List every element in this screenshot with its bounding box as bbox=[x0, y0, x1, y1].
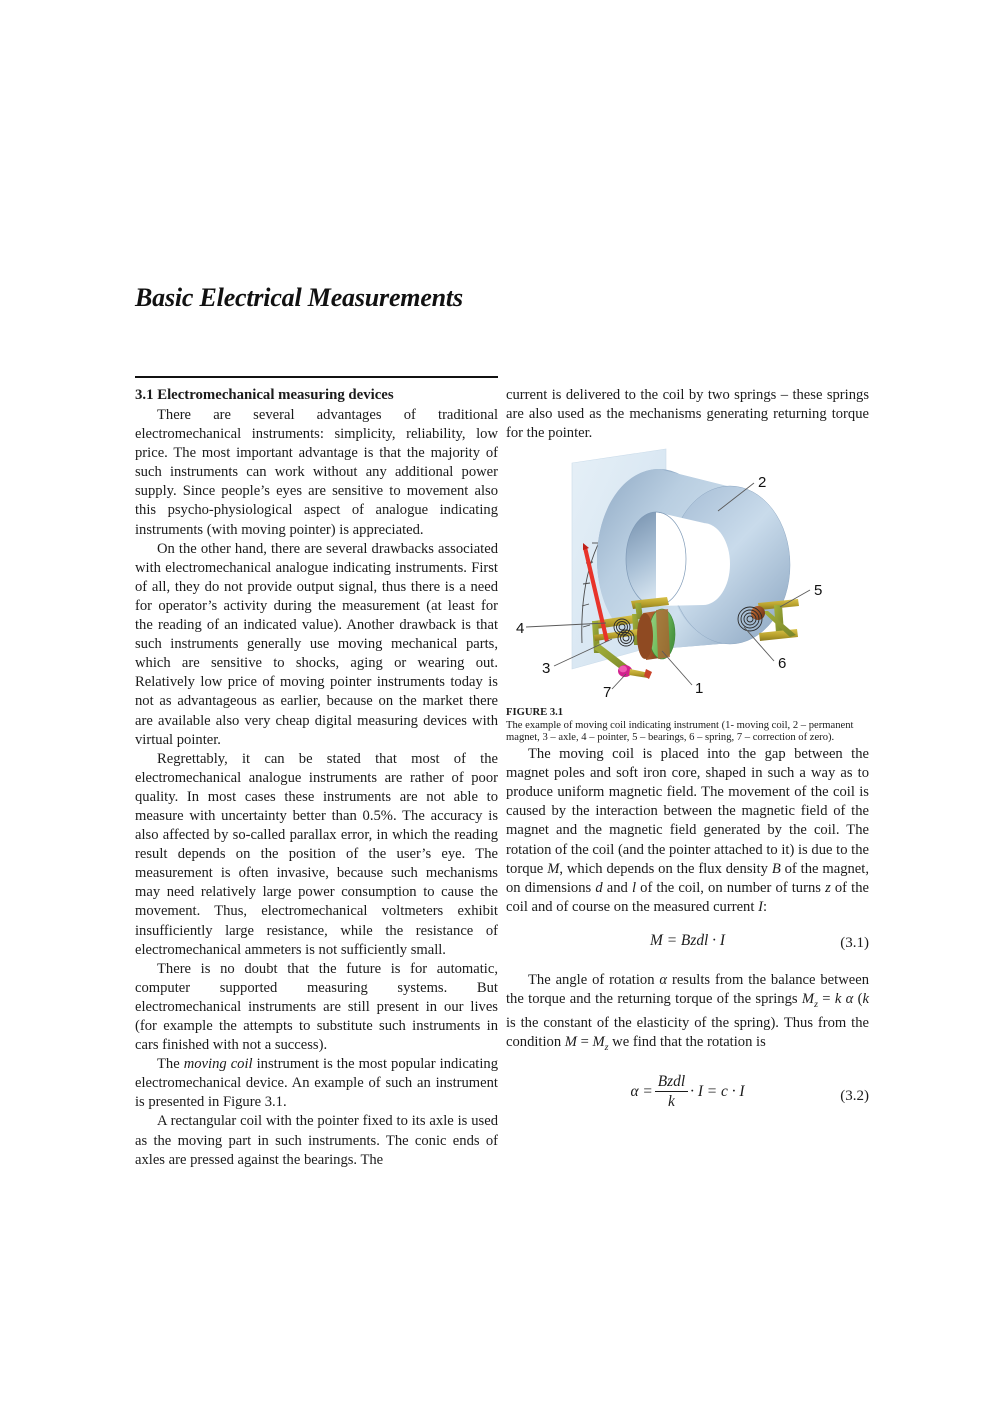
callout-1: 1 bbox=[695, 680, 704, 698]
coil-placement-seg-4: of the magnet, on dimensions bbox=[506, 860, 869, 896]
angle-rotation-seg-0: The angle of rotation bbox=[528, 971, 660, 988]
angle-rotation-seg-14: we find that the rotation is bbox=[608, 1034, 766, 1051]
equation-3-2-body bbox=[506, 1073, 869, 1112]
moving-coil-before: The bbox=[157, 1056, 184, 1073]
equation-3-2-fraction bbox=[655, 1072, 688, 1111]
moving-coil-instrument-illustration bbox=[506, 447, 869, 705]
left-column bbox=[135, 386, 498, 1170]
paragraph-future: There is no doubt that the future is for automatic, computer supported measuring systems. But electromechanical instruments are still present in our lives (for example the attempts to substitute such instruments in cars finished with not a success). bbox=[135, 960, 498, 1054]
paragraph-moving-coil bbox=[135, 1055, 498, 1112]
paragraph-coil-placement bbox=[506, 745, 869, 917]
coil-placement-seg-7: l bbox=[631, 879, 637, 896]
right-column bbox=[506, 386, 869, 1129]
equation-3-1-number: (3.1) bbox=[840, 934, 869, 951]
coil-placement-seg-6: and bbox=[602, 879, 632, 896]
angle-rotation-seg-5: = bbox=[817, 991, 835, 1007]
angle-rotation-seg-6: k α bbox=[834, 991, 854, 1007]
equation-3-2-block bbox=[506, 1073, 869, 1117]
paragraph-drawbacks: On the other hand, there are several drawbacks associated with electromechanical analogue indicating instruments. First of all, they do not provide output signal, thus there is a need for operator’s activity during the measurement (at least for the reading of an indicated value). Another drawback is that such instruments generally use moving mechanical parts, which are sensitive to shocks, aging or wearing out. Relatively low price of moving pointer instruments today is not as advantageous as earlier, because on the market there are available also very cheap digital measuring devices with virtual pointer. bbox=[135, 540, 498, 748]
angle-rotation-seg-8: k bbox=[862, 991, 869, 1007]
angle-rotation-seg-12: M bbox=[592, 1034, 605, 1051]
moving-coil-after: instrument is the most popular indicating electromechanical device. An example of such an instrument is presented in Figure 3.1. bbox=[135, 1056, 499, 1111]
angle-rotation-seg-4: z bbox=[814, 998, 818, 1010]
coil-placement-seg-0: The moving coil is placed into the gap between the magnet poles and soft iron core, shaped in such a way as to produce uniform magnetic field. The movement of the coil is caused by the interaction between the magnetic field of the magnet and the magnetic field generated by the coil. The rotation of the coil (and the pointer attached to it) is due to the torque bbox=[506, 746, 869, 877]
equation-3-2-number: (3.2) bbox=[840, 1088, 869, 1105]
coil-placement-seg-12: : bbox=[762, 898, 767, 915]
equation-3-2-lhs: α = bbox=[630, 1083, 653, 1101]
equation-3-1-body: M = Bzdl · I bbox=[650, 931, 725, 949]
angle-rotation-seg-11: = bbox=[576, 1034, 593, 1051]
coil-placement-seg-9: z bbox=[825, 879, 831, 896]
angle-rotation-seg-10: M bbox=[564, 1034, 577, 1051]
equation-3-2-denominator: k bbox=[655, 1091, 688, 1111]
moving-coil-disc bbox=[637, 609, 675, 660]
paragraph-quality: Regrettably, it can be stated that most of the electromechanical analogue instruments are rather of poor quality. In most cases these instruments are not able to measure with uncertainty better than 0.5%. The accuracy is also affected by so-called parallax error, in which the reading result depends on the position of the user’s eye. The measurement is often invasive, because such mechanisms may need relatively large power consumption to cause the movement. Thus, electromechanical voltmeters exhibit insufficiently large resistance, while the resistance of electromechanical ammeters is not sufficiently small. bbox=[135, 750, 498, 958]
page-title: Basic Electrical Measurements bbox=[135, 283, 463, 312]
callout-6: 6 bbox=[778, 655, 787, 673]
angle-rotation-seg-3: M bbox=[801, 991, 815, 1007]
coil-placement-seg-8: of the coil, on number of turns bbox=[636, 879, 826, 896]
equation-3-2-rhs: · I = c · I bbox=[690, 1083, 745, 1101]
callout-4: 4 bbox=[516, 620, 525, 638]
angle-rotation-seg-13: z bbox=[604, 1042, 609, 1053]
callout-3: 3 bbox=[542, 660, 551, 678]
coil-placement-seg-5: d bbox=[595, 879, 603, 896]
paragraph-advantages: There are several advantages of traditional electromechanical instruments: simplicity, reliability, low price. The most important advantage is that the majority of such instruments can work without any additional power supply. Since people’s eyes are sensitive to movement also this psycho-physiological aspect of analogue indicating instruments (with moving pointer) is appreciated. bbox=[135, 407, 498, 538]
moving-coil-italic: moving coil bbox=[183, 1056, 253, 1073]
angle-rotation-seg-1: α bbox=[659, 971, 668, 988]
angle-rotation-seg-7: ( bbox=[853, 991, 863, 1007]
header-divider bbox=[135, 376, 498, 378]
callout-2: 2 bbox=[758, 474, 767, 492]
angle-rotation-seg-2: results from the balance between the torque and the returning torque of the springs bbox=[506, 971, 870, 1007]
coil-placement-seg-10: of the coil and of course on the measured current bbox=[506, 879, 869, 915]
callout-7: 7 bbox=[603, 684, 612, 702]
figure-caption-text: The example of moving coil indicating instrument (1- moving coil, 2 – permanent magnet, 3 – axle, 4 – pointer, 5 – bearings, 6 – spring, 7 – correction of zero). bbox=[506, 719, 854, 744]
equation-3-2-numerator: Bzdl bbox=[657, 1073, 686, 1091]
section-heading-3-1: 3.1 Electromechanical measuring devices bbox=[135, 387, 394, 403]
coil-placement-seg-11: I bbox=[758, 898, 763, 915]
angle-rotation-seg-9: is the constant of the elasticity of the spring). Thus from the condition bbox=[506, 1015, 869, 1051]
paragraph-angle-rotation bbox=[506, 971, 869, 1057]
equation-3-1-block bbox=[506, 931, 869, 957]
paragraph-rectangular-coil: A rectangular coil with the pointer fixed to its axle is used as the moving part in such instruments. The conic ends of axles are pressed against the bearings. The bbox=[135, 1113, 498, 1168]
figure-3-1 bbox=[506, 447, 869, 705]
coil-placement-seg-2: , which depends on the flux density bbox=[559, 860, 772, 877]
callout-5: 5 bbox=[814, 582, 823, 600]
coil-placement-seg-1: M bbox=[547, 860, 560, 877]
figure-caption bbox=[506, 707, 869, 745]
figure-caption-label: FIGURE 3.1 bbox=[506, 707, 564, 719]
coil-placement-seg-3: B bbox=[771, 860, 781, 877]
paragraph-springs-current: current is delivered to the coil by two springs – these springs are also used as the mechanisms generating returning torque for the pointer. bbox=[506, 387, 869, 442]
